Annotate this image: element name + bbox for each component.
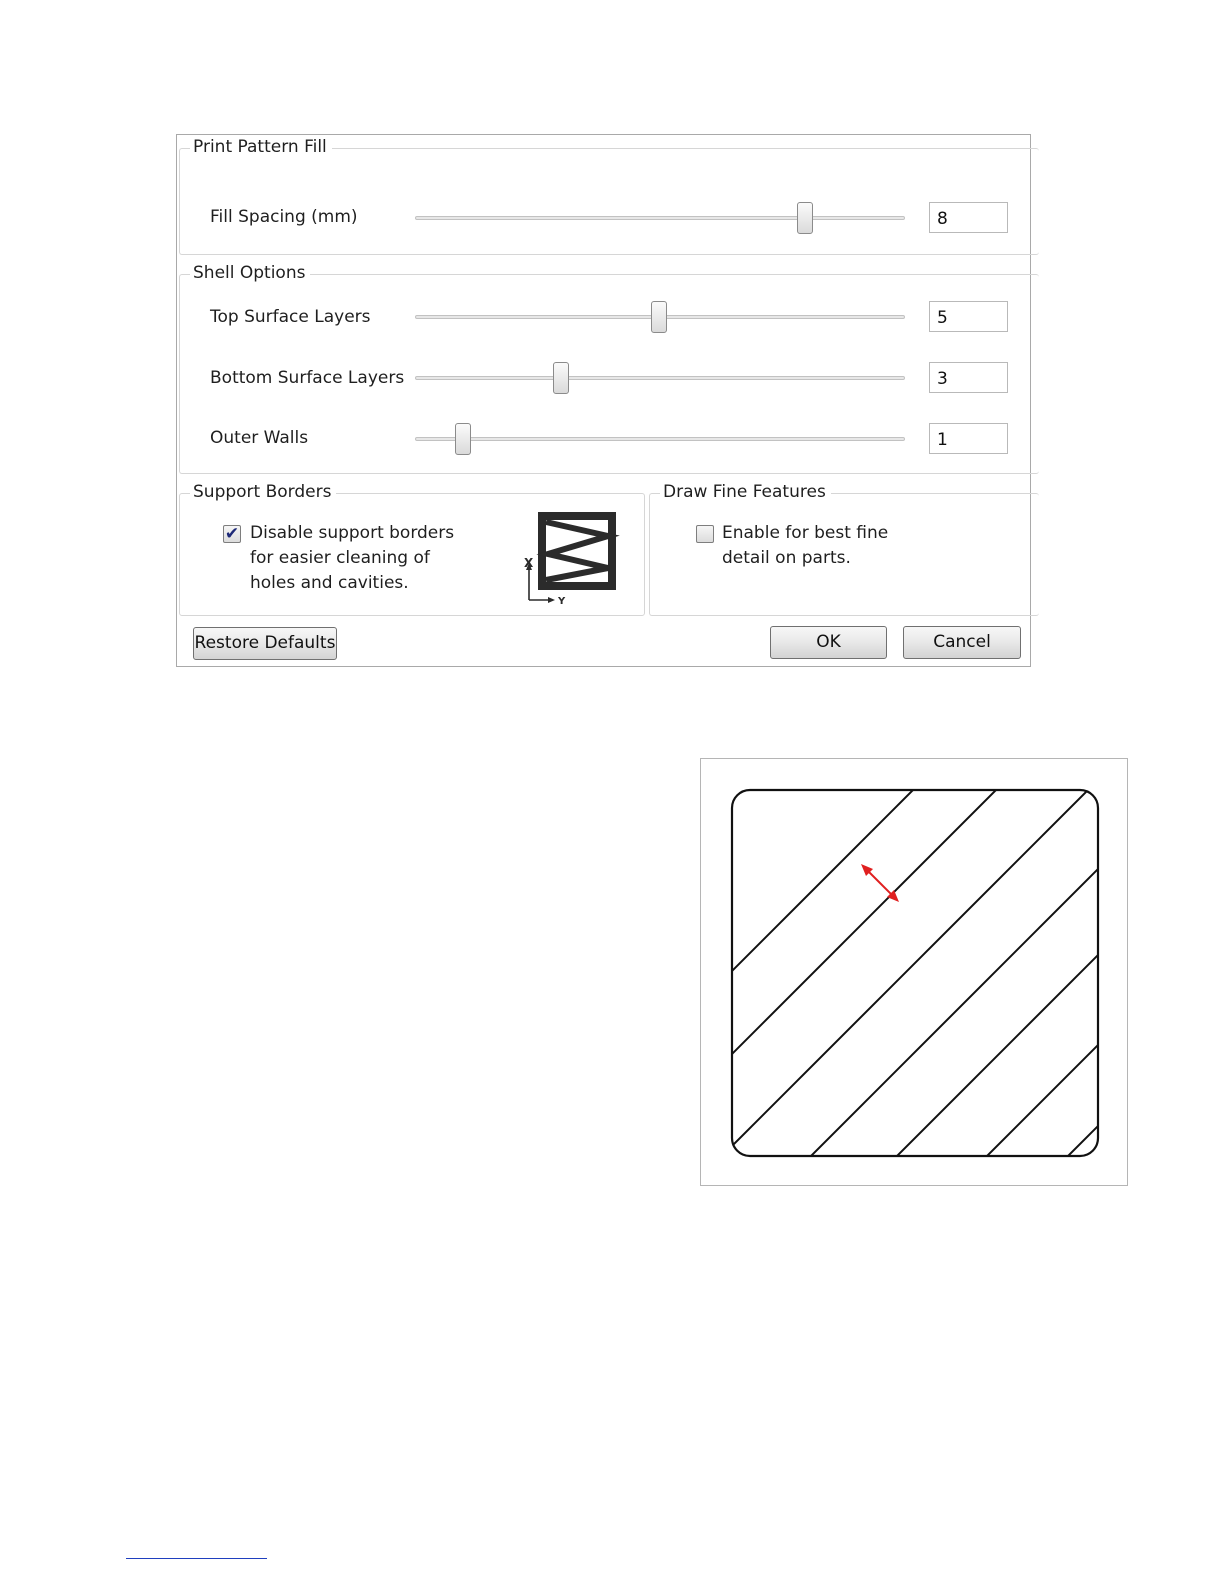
- support-borders-group: [179, 482, 645, 616]
- draw-fine-features-group: [649, 482, 1039, 616]
- enable-fine-features-line-2: detail on parts.: [722, 548, 851, 568]
- enable-fine-features-line-1: Enable for best fine: [722, 523, 889, 543]
- print-settings-dialog: [176, 134, 1031, 667]
- fill-spacing-illustration: [700, 758, 1128, 1186]
- top-surface-layers-label: Top Surface Layers: [210, 307, 371, 327]
- axis-x-label: X: [524, 556, 534, 570]
- outer-walls-label: Outer Walls: [210, 428, 309, 448]
- support-pattern-icon: [520, 510, 620, 606]
- axis-y-label: Y: [558, 596, 566, 606]
- fill-line: [701, 759, 1034, 1185]
- bottom-surface-layers-slider-thumb[interactable]: [553, 362, 569, 394]
- restore-defaults-button[interactable]: Restore Defaults: [193, 627, 337, 660]
- fill-pattern-diagram: [701, 759, 1127, 1185]
- fill-line: [701, 759, 1127, 1185]
- disable-support-borders-checkbox[interactable]: ✔: [224, 524, 240, 544]
- print-pattern-fill-title: Print Pattern Fill: [190, 137, 332, 157]
- outer-walls-input[interactable]: 1: [929, 423, 1008, 454]
- footnote-rule: [126, 1558, 267, 1559]
- bottom-surface-layers-input[interactable]: 3: [929, 362, 1008, 393]
- draw-fine-features-title: Draw Fine Features: [660, 482, 831, 502]
- bottom-surface-layers-slider-track: [415, 376, 905, 380]
- fill-spacing-slider-track: [415, 216, 905, 220]
- fill-spacing-label: Fill Spacing (mm): [210, 207, 358, 227]
- fill-spacing-input[interactable]: 8: [929, 202, 1008, 233]
- top-surface-layers-slider[interactable]: [415, 304, 905, 330]
- fill-line: [701, 759, 1126, 1185]
- disable-support-borders-line-3: holes and cavities.: [250, 573, 409, 593]
- outer-walls-slider[interactable]: [415, 426, 905, 452]
- fill-spacing-slider[interactable]: [415, 205, 905, 231]
- ok-button[interactable]: OK: [770, 626, 887, 659]
- print-pattern-fill-group: [179, 137, 1039, 255]
- fill-line: [701, 759, 951, 1102]
- fill-line: [701, 759, 1127, 1185]
- enable-fine-features-text: [722, 521, 888, 571]
- spacing-arrow: [867, 870, 893, 896]
- outer-walls-slider-track: [415, 437, 905, 441]
- fill-line: [701, 759, 1127, 1185]
- support-borders-title: Support Borders: [190, 482, 336, 502]
- fill-line: [701, 759, 1127, 1185]
- enable-fine-features-checkbox[interactable]: [696, 525, 714, 543]
- disable-support-borders-text: [250, 521, 454, 596]
- disable-support-borders-line-1: Disable support borders: [250, 523, 455, 543]
- shell-options-title: Shell Options: [190, 263, 310, 283]
- cancel-button[interactable]: Cancel: [903, 626, 1021, 659]
- top-surface-layers-input[interactable]: 5: [929, 301, 1008, 332]
- bottom-surface-layers-slider[interactable]: [415, 365, 905, 391]
- top-surface-layers-slider-thumb[interactable]: [651, 301, 667, 333]
- outer-walls-slider-thumb[interactable]: [455, 423, 471, 455]
- fill-spacing-slider-thumb[interactable]: [797, 202, 813, 234]
- disable-support-borders-line-2: for easier cleaning of: [250, 548, 430, 568]
- shell-options-group: [179, 263, 1039, 474]
- bottom-surface-layers-label: Bottom Surface Layers: [210, 368, 405, 388]
